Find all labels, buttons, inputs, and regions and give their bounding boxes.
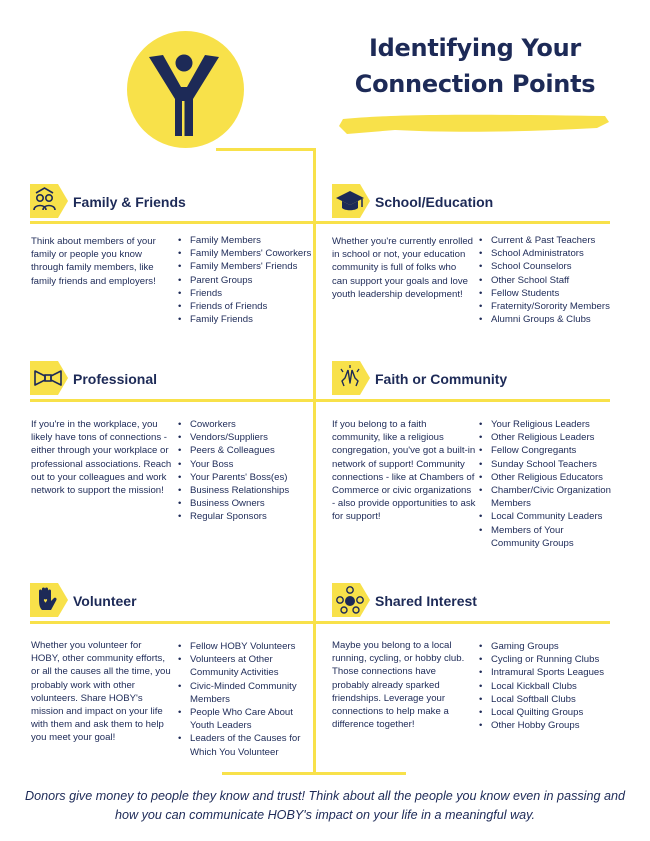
section-list-school xyxy=(479,234,614,326)
person-y-icon xyxy=(127,31,244,148)
list-item: • Your Parents' Boss(es) xyxy=(178,471,313,484)
list-item: • Fellow HOBY Volunteers xyxy=(178,640,313,653)
list-item: • Business Relationships xyxy=(178,484,313,497)
list-item: • Intramural Sports Leagues xyxy=(479,666,614,679)
row-divider-2 xyxy=(30,399,610,402)
section-list-family xyxy=(178,234,313,326)
section-list-professional xyxy=(178,418,313,524)
list-item: • Civic-Minded Community Members xyxy=(178,680,313,706)
section-list-volunteer xyxy=(178,640,313,759)
list-item: • School Administrators xyxy=(479,247,614,260)
list-item: • Friends of Friends xyxy=(178,300,313,313)
section-title-volunteer: Volunteer xyxy=(73,593,137,609)
list-item: • Family Members' Friends xyxy=(178,260,313,273)
list-item: • Coworkers xyxy=(178,418,313,431)
list-item: • Local Community Leaders xyxy=(479,510,614,523)
section-title-faith: Faith or Community xyxy=(375,371,508,387)
list-item: • Other Hobby Groups xyxy=(479,719,614,732)
section-desc-faith: If you belong to a faith community, like a religious congregation, you've got a built-in network of support! Community connections - like at Chambers of Commerce or civic organizations - also provide opportunities to ask for support! xyxy=(332,419,476,523)
list-item: • Family Members' Coworkers xyxy=(178,247,313,260)
center-vertical-line xyxy=(313,148,316,775)
page-title-line-1: Identifying Your xyxy=(369,34,581,62)
list-item: • Peers & Colleagues xyxy=(178,444,313,457)
list-item: • Local Kickball Clubs xyxy=(479,680,614,693)
list-item: • Current & Past Teachers xyxy=(479,234,614,247)
section-title-shared-interest: Shared Interest xyxy=(375,593,477,609)
page-title xyxy=(350,30,600,102)
list-item: • Other School Staff xyxy=(479,274,614,287)
list-item: • Fellow Congregants xyxy=(479,444,614,457)
list-item: • Chamber/Civic Organization Members xyxy=(479,484,614,510)
row-divider-3 xyxy=(30,621,610,624)
section-list-shared-interest xyxy=(479,640,614,732)
list-item: • Parent Groups xyxy=(178,274,313,287)
page-title-line-2: Connection Points xyxy=(354,70,596,98)
family-icon xyxy=(30,184,68,218)
section-desc-shared-interest: Maybe you belong to a local running, cycling, or hobby club. Those connections have probably already sparked friendships. Leverage your connections to help make a difference together! xyxy=(332,640,465,731)
bottom-base-line xyxy=(222,772,406,775)
list-item: • School Counselors xyxy=(479,260,614,273)
list-item: • Family Friends xyxy=(178,313,313,326)
section-desc-school: Whether you're currently enrolled in school or not, your education community is full of folks who can support your goals and love youth leadership development! xyxy=(332,236,474,300)
list-item: • Your Religious Leaders xyxy=(479,418,614,431)
list-item: • People Who Care About Youth Leaders xyxy=(178,706,313,732)
hoby-logo xyxy=(127,31,244,148)
list-item: • Gaming Groups xyxy=(479,640,614,653)
section-desc-volunteer: Whether you volunteer for HOBY, other community efforts, or all the causes all the time, you probably work with other volunteers. Share HOBY's mission and impact on your life with them and ask them to help you meet your goal! xyxy=(31,640,171,744)
row-divider-1 xyxy=(30,221,610,224)
list-item: • Business Owners xyxy=(178,497,313,510)
list-item: • Other Religious Educators xyxy=(479,471,614,484)
list-item: • Regular Sponsors xyxy=(178,510,313,523)
list-item: • Local Softball Clubs xyxy=(479,693,614,706)
section-title-professional: Professional xyxy=(73,371,158,387)
section-list-faith xyxy=(479,418,614,550)
graduation-cap-icon xyxy=(332,184,370,218)
footer-message: Donors give money to people they know and trust! Think about all the people you know even in passing and how you can communicate HOBY's impact on your life in a meaningful way. xyxy=(25,789,625,822)
logo-connector-line xyxy=(216,148,316,151)
list-item: • Members of Your Community Groups xyxy=(479,524,614,550)
list-item: • Cycling or Running Clubs xyxy=(479,653,614,666)
list-item: • Family Members xyxy=(178,234,313,247)
shared-interest-icon xyxy=(332,583,370,617)
list-item: • Leaders of the Causes for Which You Volunteer xyxy=(178,732,313,758)
title-brush-underline xyxy=(335,110,613,136)
list-item: • Friends xyxy=(178,287,313,300)
praying-hands-icon xyxy=(332,361,370,395)
section-desc-professional: If you're in the workplace, you likely have tons of connections - either through your workplace or professional associations. Reach out to your colleagues and work network to support the mission! xyxy=(31,419,172,497)
list-item: • Sunday School Teachers xyxy=(479,458,614,471)
list-item: • Vendors/Suppliers xyxy=(178,431,313,444)
section-desc-family: Think about members of your family or people you know through family members, like family friends and employers! xyxy=(31,236,156,287)
list-item: • Other Religious Leaders xyxy=(479,431,614,444)
list-item: • Alumni Groups & Clubs xyxy=(479,313,614,326)
bow-tie-icon xyxy=(30,361,68,395)
list-item: • Your Boss xyxy=(178,458,313,471)
list-item: • Local Quilting Groups xyxy=(479,706,614,719)
heart-hand-icon xyxy=(30,583,68,617)
section-title-family: Family & Friends xyxy=(73,194,186,210)
list-item: • Fraternity/Sorority Members xyxy=(479,300,614,313)
section-title-school: School/Education xyxy=(375,194,494,210)
list-item: • Fellow Students xyxy=(479,287,614,300)
list-item: • Volunteers at Other Community Activities xyxy=(178,653,313,679)
